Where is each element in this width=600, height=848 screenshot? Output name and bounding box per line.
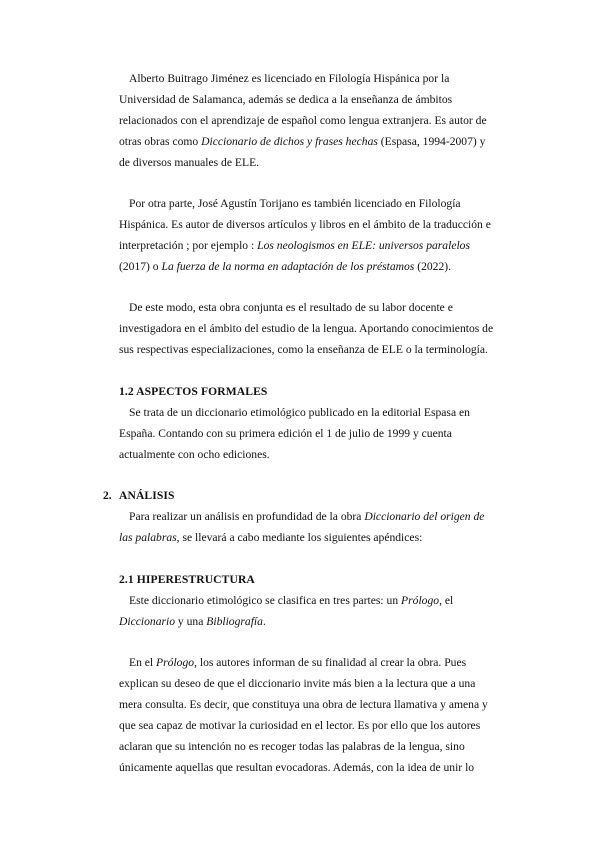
- text-run: (2022).: [414, 260, 452, 273]
- text-line: [119, 256, 519, 277]
- text-run: En el: [129, 656, 157, 669]
- term: Prólogo: [156, 656, 195, 669]
- text-line: mera consulta. Es decir, que constituya una obra de lectura llamativa y amena y: [119, 698, 488, 711]
- term: Prólogo: [401, 594, 440, 607]
- text-line: [119, 131, 519, 152]
- text-line: Por otra parte, José Agustín Torijano es también licenciado en Filología: [129, 197, 461, 210]
- book-title: Diccionario del origen de: [364, 510, 485, 523]
- term: Bibliografía: [206, 615, 263, 628]
- text-run: .: [262, 615, 266, 628]
- text-run: Para realizar un análisis en profundidad de la obra: [129, 510, 365, 523]
- text-line: [119, 506, 519, 527]
- paragraph-analysis-intro: [119, 506, 519, 548]
- section-number-2: 2.: [103, 489, 112, 502]
- text-run: y una: [175, 615, 207, 628]
- text-line: explican su deseo de que el diccionario invite más bien a la lectura que a una: [119, 677, 476, 690]
- text-line: investigadora en el ámbito del estudio de la lengua. Aportando conocimientos de: [119, 322, 494, 335]
- text-line: sus respectivas especializaciones, como la enseñanza de ELE o la terminología.: [119, 343, 488, 356]
- paragraph-authors-buitrago: [119, 68, 519, 173]
- book-title: Diccionario de dichos y frases hechas: [201, 135, 378, 148]
- paragraph-formal-aspects: [119, 402, 519, 465]
- text-line: De este modo, esta obra conjunta es el resultado de su labor docente e: [129, 301, 453, 314]
- text-run: , el: [439, 594, 454, 607]
- text-run: , los autores informan de su finalidad al crear la obra. Pues: [194, 656, 467, 669]
- text-line: Alberto Buitrago Jiménez es licenciado en Filología Hispánica por la: [129, 72, 450, 85]
- paragraph-prologue: [119, 652, 519, 778]
- text-line: que sea capaz de motivar la curiosidad en el lector. Es por ello que los autores: [119, 719, 481, 732]
- text-line: [119, 235, 519, 256]
- text-line: [119, 611, 519, 632]
- text-run: otras obras como: [119, 135, 202, 148]
- text-line: [119, 652, 519, 673]
- text-line: aclaran que su intención no es recoger todas las palabras de la lengua, sino: [119, 740, 465, 753]
- paragraph-hyperstructure: [119, 590, 519, 632]
- text-run: (2017) o: [119, 260, 162, 273]
- text-line: Se trata de un diccionario etimológico publicado en la editorial Espasa en: [129, 406, 470, 419]
- text-line: relacionados con el aprendizaje de español como lengua extranjera. Es autor de: [119, 114, 487, 127]
- section-heading-2: ANÁLISIS: [119, 489, 175, 502]
- section-heading-1-2: 1.2 ASPECTOS FORMALES: [119, 385, 268, 398]
- text-line: de diversos manuales de ELE.: [119, 156, 260, 169]
- term: Diccionario: [119, 615, 176, 628]
- paragraph-authors-torijano: [119, 193, 519, 277]
- text-line: [119, 590, 519, 611]
- paragraph-joint-work: [119, 297, 519, 360]
- text-line: [119, 527, 519, 548]
- book-title: las palabras: [119, 531, 177, 544]
- text-line: Hispánica. Es autor de diversos artículos y libros en el ámbito de la traducción e: [119, 218, 491, 231]
- text-line: actualmente con ocho ediciones.: [119, 448, 270, 461]
- section-heading-2-1: 2.1 HIPERESTRUCTURA: [119, 573, 255, 586]
- text-run: (Espasa, 1994-2007) y: [377, 135, 486, 148]
- text-run: Este diccionario etimológico se clasifica en tres partes: un: [129, 594, 402, 607]
- text-line: únicamente aquellas que resultan evocadoras. Además, con la idea de unir lo: [119, 761, 475, 774]
- text-run: interpretación ; por ejemplo :: [119, 239, 258, 252]
- text-line: Universidad de Salamanca, además se dedica a la enseñanza de ámbitos: [119, 93, 453, 106]
- book-title: Los neologismos en ELE: universos paralelos: [257, 239, 470, 252]
- book-title: La fuerza de la norma en adaptación de los préstamos: [161, 260, 415, 273]
- text-run: , se llevará a cabo mediante los siguientes apéndices:: [176, 531, 423, 544]
- text-line: España. Contando con su primera edición el 1 de julio de 1999 y cuenta: [119, 427, 452, 440]
